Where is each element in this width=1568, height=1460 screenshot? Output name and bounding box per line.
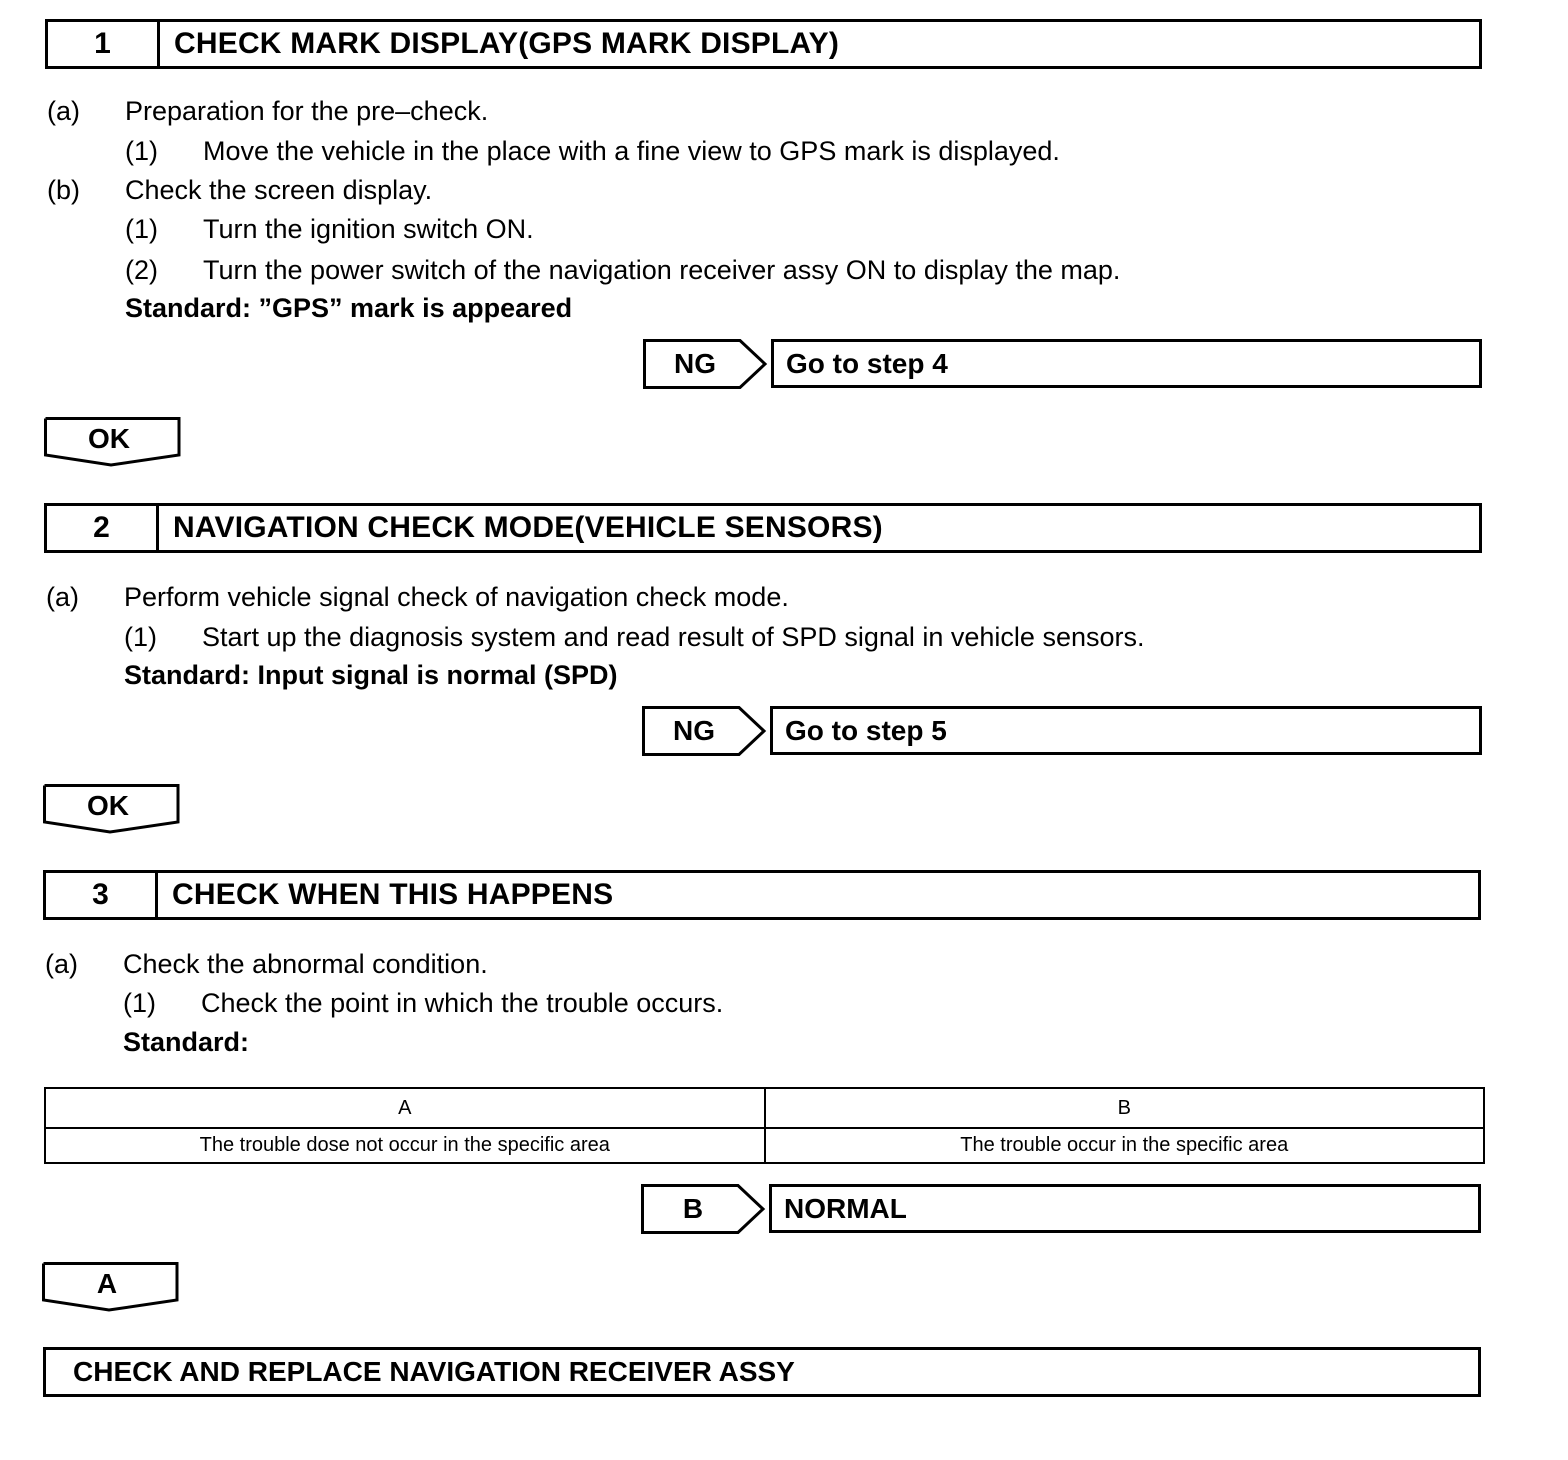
b-flag <box>641 1184 765 1234</box>
item-text: Check the screen display. <box>125 175 433 205</box>
subitem-label: (1) <box>125 136 158 166</box>
b-result-box: NORMAL <box>769 1184 1481 1233</box>
subitem-text: Move the vehicle in the place with a fine view to GPS mark is displayed. <box>203 136 1060 166</box>
step-title: CHECK MARK DISPLAY(GPS MARK DISPLAY) <box>174 27 840 60</box>
item-label: (a) <box>46 582 79 612</box>
item-label: (b) <box>47 175 80 205</box>
subitem-label: (1) <box>125 214 158 244</box>
ok-tab <box>43 784 181 834</box>
standard-text: Standard: Input signal is normal (SPD) <box>124 660 618 690</box>
step-1-header <box>45 19 1482 69</box>
table-header-b: B <box>765 1088 1485 1128</box>
subitem-label: (1) <box>123 988 156 1018</box>
a-label: A <box>96 1268 118 1299</box>
step-title: NAVIGATION CHECK MODE(VEHICLE SENSORS) <box>173 511 883 544</box>
item-text: Perform vehicle signal check of navigation check mode. <box>124 582 789 612</box>
ng-label: NG <box>673 715 715 746</box>
b-label: B <box>682 1193 704 1224</box>
subitem-text: Turn the power switch of the navigation receiver assy ON to display the map. <box>203 255 1121 285</box>
step-3-header <box>43 870 1481 920</box>
subitem-label: (2) <box>125 255 158 285</box>
step-2-header <box>44 503 1482 553</box>
ok-label: OK <box>88 423 130 454</box>
final-action-box: CHECK AND REPLACE NAVIGATION RECEIVER ASSY <box>43 1347 1481 1397</box>
subitem-text: Turn the ignition switch ON. <box>203 214 534 244</box>
step-number: 2 <box>47 506 159 550</box>
standard-text: Standard: ”GPS” mark is appeared <box>125 293 573 323</box>
ng-label: NG <box>674 348 716 379</box>
subitem-text: Check the point in which the trouble occurs. <box>201 988 724 1018</box>
item-label: (a) <box>47 96 80 126</box>
table-header-a: A <box>45 1088 765 1128</box>
standard-text: Standard: <box>123 1027 250 1057</box>
step-title: CHECK WHEN THIS HAPPENS <box>172 878 614 911</box>
step-number: 1 <box>48 22 160 66</box>
table-cell-a: The trouble dose not occur in the specific area <box>45 1128 765 1163</box>
ng-flag <box>643 339 767 389</box>
ng-result-box: Go to step 5 <box>770 706 1482 755</box>
item-text: Preparation for the pre–check. <box>125 96 489 126</box>
ng-result-box: Go to step 4 <box>771 339 1482 388</box>
standard-table <box>44 1087 1485 1164</box>
item-label: (a) <box>45 949 78 979</box>
ok-tab <box>44 417 182 467</box>
ok-label: OK <box>87 790 129 821</box>
ng-flag <box>642 706 766 756</box>
subitem-text: Start up the diagnosis system and read result of SPD signal in vehicle sensors. <box>202 622 1145 652</box>
step-number: 3 <box>46 873 158 917</box>
subitem-label: (1) <box>124 622 157 652</box>
a-tab <box>42 1262 180 1312</box>
table-cell-b: The trouble occur in the specific area <box>765 1128 1485 1163</box>
item-text: Check the abnormal condition. <box>123 949 488 979</box>
